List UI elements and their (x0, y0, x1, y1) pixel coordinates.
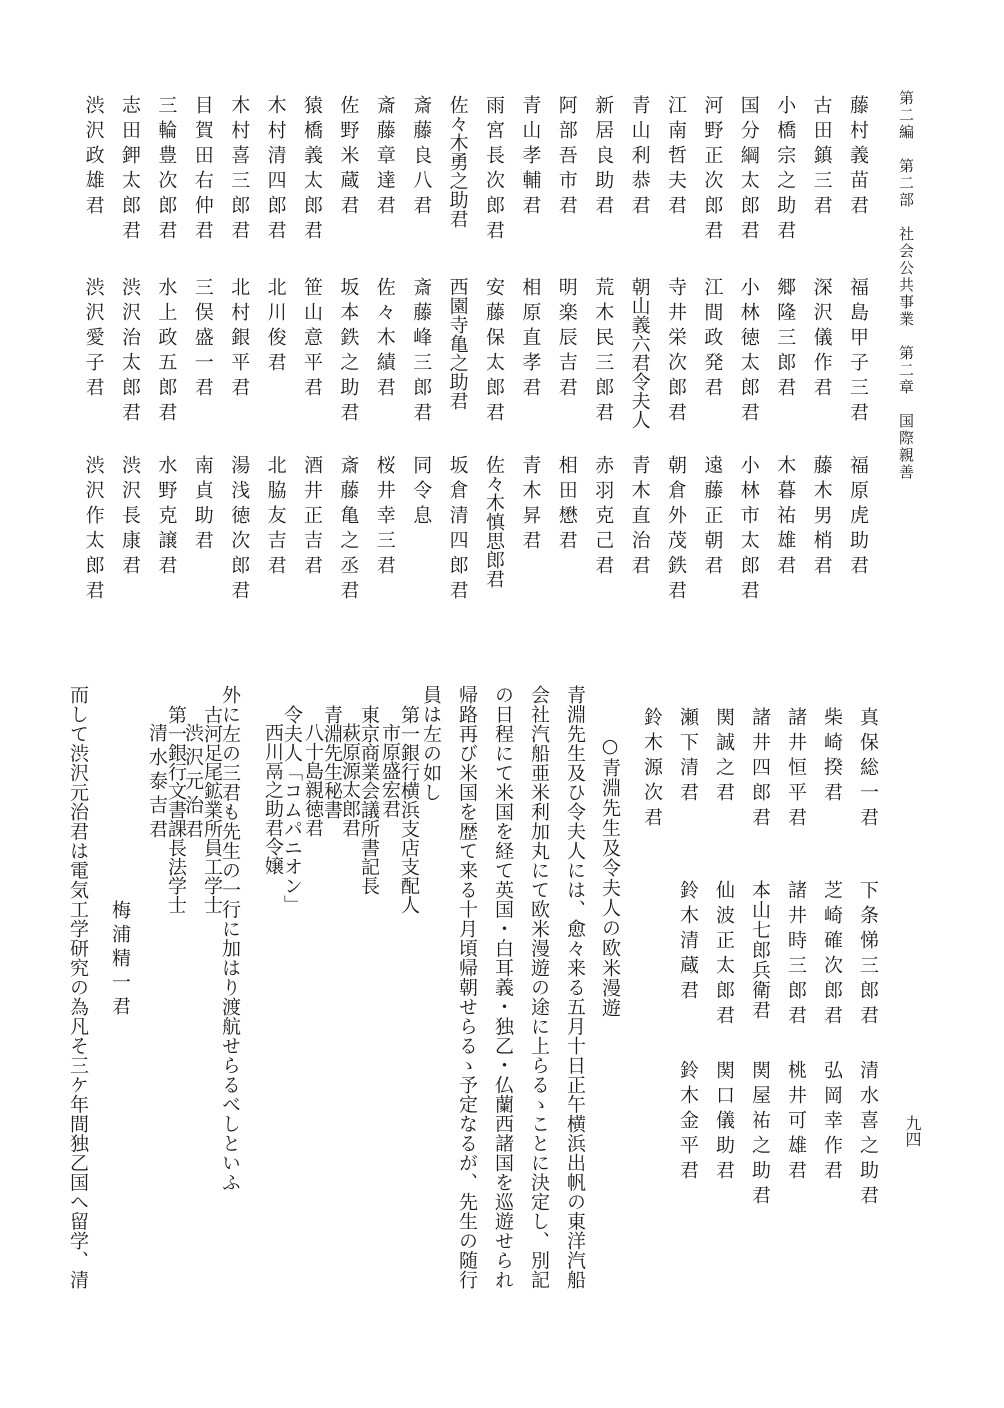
name-entry: 佐野米蔵君 (337, 95, 360, 220)
name-entry: 佐々木勇之助君 (446, 95, 469, 228)
name-entry: 青木直治君 (628, 455, 651, 580)
name-entry: 諸井四郎君 (749, 707, 771, 832)
name-entry: 斎藤章達君 (373, 95, 396, 220)
entry-person: 梅浦精一君 (109, 900, 131, 1020)
name-entry: 北川俊君 (264, 277, 287, 377)
entry-person: 清水泰吉君 (146, 723, 168, 843)
name-entry: 弘岡幸作君 (821, 1060, 843, 1185)
name-entry: 荒木民三郎君 (592, 277, 615, 427)
name-entry: 桃井可雄君 (785, 1060, 807, 1185)
name-entry: 深沢儀作君 (810, 277, 833, 402)
name-entry: 柴崎揆君 (821, 707, 843, 807)
paragraph-line: の日程にて米国を経て英国・白耳義・独乙・仏蘭西諸国を巡遊せられ (492, 685, 514, 1290)
name-entry: 木村清四郎君 (264, 95, 287, 245)
name-entry: 佐々木慎思郎君 (483, 455, 505, 588)
name-entry: 三輪豊次郎君 (155, 95, 178, 245)
name-entry: 西園寺亀之助君 (446, 277, 469, 410)
entourage-entry (380, 705, 418, 914)
name-entry: 相田懋君 (555, 455, 578, 555)
paragraph-line: 外に左の三君も先生の一行に加はり渡航せらるべしといふ (219, 685, 241, 1192)
name-entry: 小林徳太郎君 (737, 277, 760, 427)
running-header: 第二編 第二部 社会公共事業 第二章 国際親善 (897, 90, 915, 481)
name-entry: 藤木男梢君 (810, 455, 833, 580)
name-entry: 諸井恒平君 (785, 707, 807, 832)
name-entry: 木暮祐雄君 (774, 455, 797, 580)
name-entry: 鈴木源次君 (641, 707, 663, 832)
name-entry: 目賀田右仲君 (191, 95, 214, 245)
name-entry: 鈴木金平君 (677, 1060, 699, 1185)
name-entry: 桜井幸三君 (373, 455, 396, 580)
entry-role: 令夫人「コムパニオン」 (281, 705, 303, 914)
name-entry: 瀬下清君 (677, 707, 699, 807)
name-entry: 渋沢政雄君 (82, 95, 105, 220)
entourage-entry (263, 705, 301, 914)
name-entry: 青山利恭君 (628, 95, 651, 220)
name-entry: 北脇友吉君 (264, 455, 287, 580)
name-entry: 三俣盛一君 (191, 277, 214, 402)
name-entry: 福島甲子三君 (847, 277, 869, 427)
entourage-entry (303, 705, 341, 837)
extra-member-entry (110, 705, 129, 1020)
name-entry: 斎藤亀之丞君 (337, 455, 360, 605)
name-entry: 朝倉外茂鉄君 (665, 455, 687, 605)
extra-member-entry (147, 705, 185, 914)
name-entry: 真保総一君 (857, 707, 879, 832)
name-entry: 渋沢作太郎君 (82, 455, 105, 605)
name-entry: 遠藤正朝君 (701, 455, 724, 580)
paragraph-line: 青淵先生及ひ令夫人には、愈々来る五月十日正午横浜出帆の東洋汽船 (564, 685, 586, 1290)
name-entry: 水上政五郎君 (155, 277, 178, 427)
entry-person: 市原盛宏君 (379, 723, 401, 818)
name-entry: 古田鎮三君 (810, 95, 833, 220)
name-entry: 青木昇君 (519, 455, 542, 555)
name-entry: 仙波正太郎君 (713, 880, 735, 1030)
name-entry: 猿橋義太郎君 (301, 95, 323, 245)
name-entry: 清水喜之助君 (857, 1060, 879, 1210)
name-entry: 相原直孝君 (519, 277, 542, 402)
name-entry: 芝崎確次郎君 (821, 880, 843, 1030)
entry-person: 西川鬲之助君令嬢 (262, 723, 284, 875)
paragraph-line: 帰路再び米国を歴て来る十月頃帰朝せらるゝ予定なるが、先生の随行 (456, 685, 478, 1290)
name-entry: 福原虎助君 (847, 455, 869, 580)
section-title: ○青淵先生及令夫人の欧米漫遊 (599, 735, 621, 1018)
name-entry: 小林市太郎君 (737, 455, 760, 605)
name-entry: 安藤保太郎君 (483, 277, 505, 427)
entry-role: 第一銀行横浜支店支配人 (398, 705, 420, 914)
name-entry: 鈴木清蔵君 (677, 880, 699, 1005)
entry-person: 萩原源太郎君 (339, 723, 361, 837)
name-entry: 坂本鉄之助君 (337, 277, 360, 427)
entry-role: 青淵先生秘書 (321, 705, 343, 819)
name-entry: 湯浅徳次郎君 (228, 455, 251, 605)
name-entry: 斎藤峰三郎君 (410, 277, 433, 427)
name-entry: 志田鉀太郎君 (119, 95, 141, 245)
name-entry: 坂倉清四郎君 (446, 455, 469, 605)
entourage-entry (340, 705, 378, 895)
name-entry: 渋沢治太郎君 (119, 277, 141, 427)
name-entry: 下条悌三郎君 (857, 880, 879, 1030)
entry-person: 渋沢元治君 (182, 723, 204, 843)
entry-person: 八十島親徳君 (302, 723, 324, 837)
entry-role: 第一銀行文書課長法学士 (165, 705, 187, 914)
name-entry: 北村銀平君 (228, 277, 251, 402)
name-entry: 江南哲夫君 (665, 95, 687, 220)
name-entry: 渋沢愛子君 (82, 277, 105, 402)
name-entry: 赤羽克己君 (592, 455, 615, 580)
name-entry: 国分綱太郎君 (737, 95, 760, 245)
name-entry: 朝山義六君令夫人 (628, 277, 651, 429)
name-entry: 斎藤良八君 (410, 95, 433, 220)
name-entry: 木村喜三郎君 (228, 95, 251, 245)
paragraph-line: 而して渋沢元治君は電気工学研究の為凡そ三ケ年間独乙国へ留学、清 (67, 685, 89, 1290)
name-entry: 青山孝輔君 (519, 95, 542, 220)
name-entry: 江間政発君 (701, 277, 724, 402)
name-entry: 関誠之君 (713, 707, 735, 807)
name-entry: 雨宮長次郎君 (483, 95, 505, 245)
name-entry: 阿部吾市君 (555, 95, 578, 220)
name-entry: 新居良助君 (592, 95, 615, 220)
name-entry: 諸井時三郎君 (785, 880, 807, 1030)
page-number: 九四 (903, 1115, 922, 1147)
name-entry: 藤村義苗君 (847, 95, 869, 220)
name-entry: 本山七郎兵衛君 (749, 880, 771, 1020)
name-entry: 渋沢長康君 (119, 455, 141, 580)
name-entry: 寺井栄次郎君 (665, 277, 687, 427)
name-entry: 同令息 (410, 455, 433, 530)
name-entry: 明楽辰吉君 (555, 277, 578, 402)
name-entry: 郷隆三郎君 (774, 277, 797, 402)
name-entry: 関屋祐之助君 (749, 1060, 771, 1210)
name-entry: 笹山意平君 (301, 277, 323, 402)
name-entry: 佐々木績君 (373, 277, 396, 402)
name-entry: 河野正次郎君 (701, 95, 724, 245)
entry-role: 東京商業会議所書記長 (358, 705, 380, 895)
entry-role: 古河足尾鉱業所員工学士 (201, 705, 223, 914)
name-entry: 水野克譲君 (155, 455, 178, 580)
name-entry: 酒井正吉君 (301, 455, 323, 580)
paragraph-line: 員は左の如し (420, 685, 442, 802)
paragraph-line: 会社汽船亜米利加丸にて欧米漫遊の途に上らるゝことに決定し、別記 (528, 685, 550, 1290)
name-entry: 南貞助君 (191, 455, 214, 555)
extra-member-entry (183, 705, 221, 914)
name-entry: 小橋宗之助君 (774, 95, 797, 245)
name-entry: 関口儀助君 (713, 1060, 735, 1185)
